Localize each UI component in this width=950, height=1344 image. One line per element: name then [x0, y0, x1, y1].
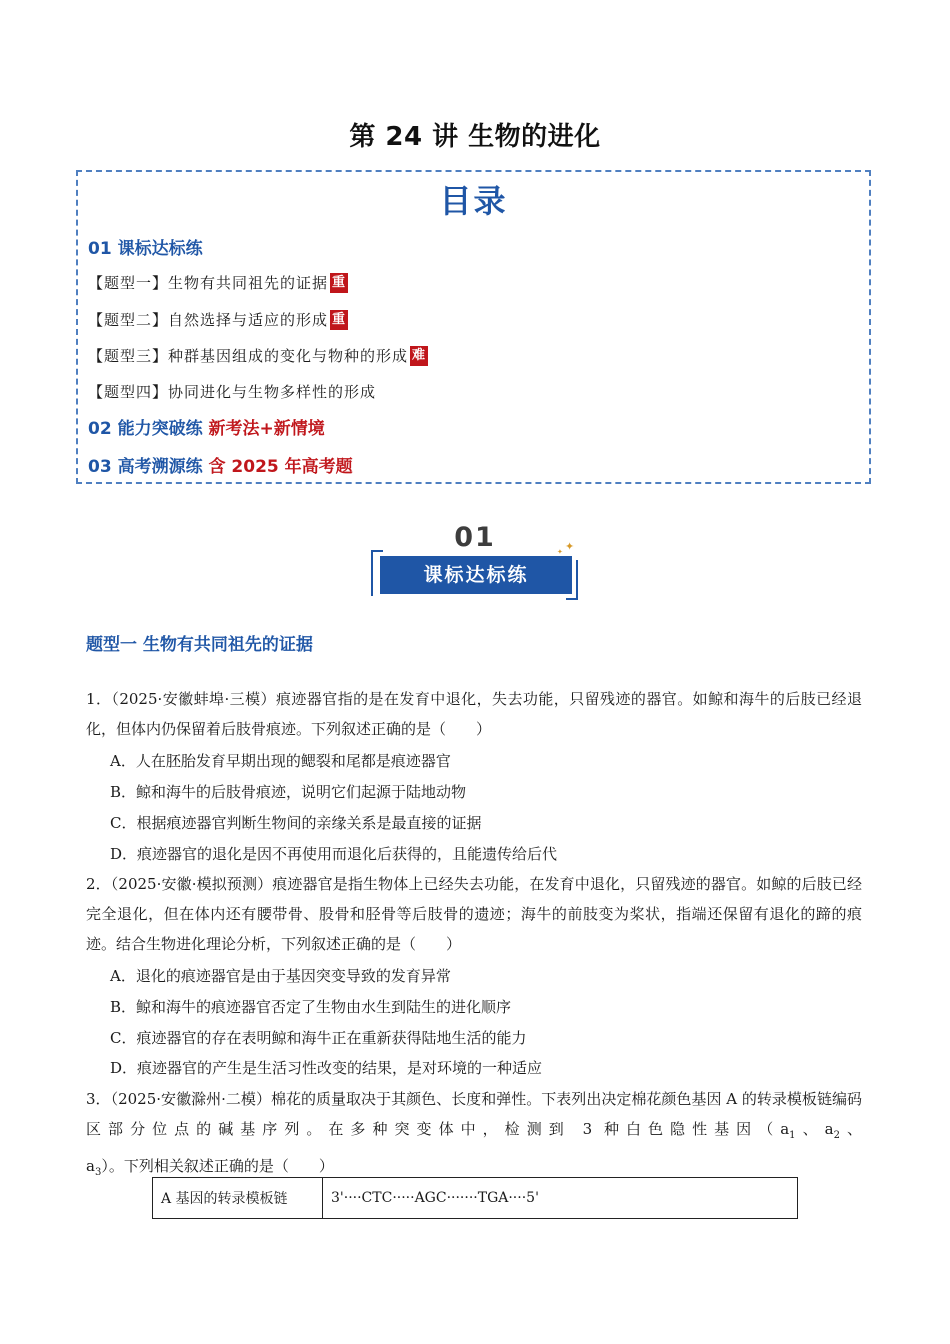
question-3-stem-text: ）。下列相关叙述正确的是（ ）	[101, 1157, 334, 1175]
section-banner: 课标达标练	[380, 556, 572, 594]
question-1-stem: 1．（2025·安徽蚌埠·三模）痕迹器官指的是在发育中退化，失去功能，只留残迹的器官。如鲸和海牛的后肢已经退化，但体内仍保留着后肢骨痕迹。下列叙述正确的是（ ）	[86, 690, 862, 738]
difficult-tag: 难	[410, 346, 428, 366]
question-2-option-a[interactable]: A．退化的痕迹器官是由于基因突变导致的发育异常	[110, 967, 451, 985]
question-1-option-c[interactable]: C．根据痕迹器官判断生物间的亲缘关系是最直接的证据	[110, 814, 482, 832]
question-3-stem-text: 3．（2025·安徽滁州·二模）棉花的质量取决于其颜色、长度和弹性。下表列出决定棉花颜色基因 A 的转录模板链编码区部分位点的碱基序列。在多种突变体中，检测到 3 种白色隐性基因（a	[86, 1090, 862, 1138]
question-1-option-d[interactable]: D．痕迹器官的退化是因不再使用而退化后获得的，且能遗传给后代	[110, 845, 558, 863]
key-tag: 重	[330, 273, 348, 293]
table-cell-sequence: 3'····CTC·····AGC·······TGA····5'	[323, 1178, 798, 1219]
table-of-contents	[76, 170, 871, 484]
key-tag: 重	[330, 310, 348, 330]
table-row	[153, 1178, 798, 1219]
question-3-stem-text: 、a	[86, 1120, 862, 1175]
question-1-option-a[interactable]: A．人在胚胎发育早期出现的鳃裂和尾都是痕迹器官	[110, 752, 451, 770]
toc-heading: 目录	[439, 182, 508, 220]
toc-section-2-label: 02 能力突破练	[88, 419, 203, 439]
question-2-option-b[interactable]: B．鲸和海牛的痕迹器官否定了生物由水生到陆生的进化顺序	[110, 998, 512, 1016]
question-1-option-b[interactable]: B．鲸和海牛的后肢骨痕迹，说明它们起源于陆地动物	[110, 783, 467, 801]
gene-sequence-table	[152, 1177, 798, 1219]
sparkle-icon: ✦	[557, 548, 563, 556]
toc-item-type-1[interactable]	[88, 272, 348, 293]
section-number: 01	[454, 522, 496, 553]
question-2-stem: 2．（2025·安徽·模拟预测）痕迹器官是指生物体上已经失去功能，在发育中退化，只留残迹的器官。如鲸的后肢已经完全退化，但在体内还有腰带骨、股骨和胫骨等后肢骨的遗迹；海牛的前肢变为桨状，指端还保留有退化的蹄的痕迹。结合生物进化理论分析，下列叙述正确的是（ ）	[86, 875, 862, 953]
question-3-stem	[86, 1084, 862, 1188]
toc-item-label: 【题型三】种群基因组成的变化与物种的形成	[88, 347, 409, 365]
toc-item-type-2[interactable]	[88, 309, 348, 330]
toc-item-label: 【题型一】生物有共同祖先的证据	[88, 274, 329, 292]
toc-item-type-3[interactable]	[88, 345, 428, 366]
question-3-stem-text: 、a	[795, 1120, 834, 1138]
toc-section-3-label: 03 高考溯源练	[88, 457, 203, 477]
toc-item-type-4[interactable]	[88, 381, 376, 402]
subscript: 3	[94, 1167, 102, 1178]
type-heading: 题型一 生物有共同祖先的证据	[86, 635, 313, 655]
table-cell-label: A 基因的转录模板链	[153, 1178, 323, 1219]
toc-item-label: 【题型四】协同进化与生物多样性的形成	[88, 383, 377, 401]
sparkle-icon: ✦	[565, 540, 575, 553]
toc-section-3-note: 含 2025 年高考题	[208, 457, 353, 477]
page-title: 第 24 讲 生物的进化	[349, 122, 601, 152]
toc-section-2-note: 新考法+新情境	[208, 419, 325, 439]
toc-item-label: 【题型二】自然选择与适应的形成	[88, 311, 329, 329]
subscript: 2	[833, 1130, 840, 1141]
toc-section-2[interactable]	[88, 414, 325, 439]
toc-section-1[interactable]: 01 课标达标练	[88, 239, 203, 259]
question-2-option-c[interactable]: C．痕迹器官的存在表明鲸和海牛正在重新获得陆地生活的能力	[110, 1029, 527, 1047]
toc-section-3[interactable]	[88, 452, 353, 477]
subscript: 1	[789, 1130, 796, 1141]
question-2-option-d[interactable]: D．痕迹器官的产生是生活习性改变的结果，是对环境的一种适应	[110, 1059, 543, 1077]
